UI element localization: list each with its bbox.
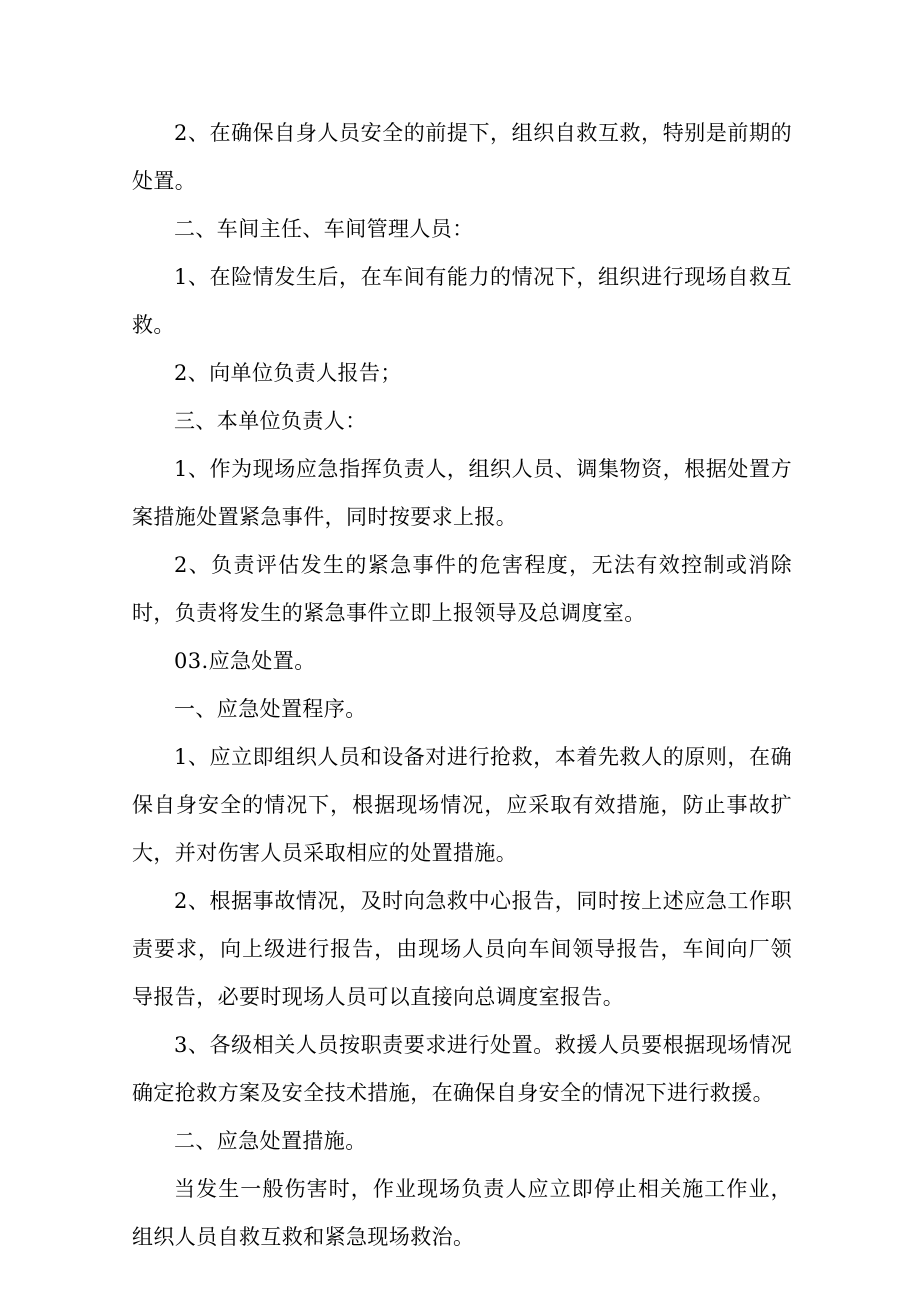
- paragraph-6: 1、作为现场应急指挥负责人，组织人员、调集物资，根据处置方案措施处置紧急事件，同时按要求上报。: [132, 457, 792, 529]
- paragraph-9: 一、应急处置程序。: [174, 697, 367, 721]
- paragraph-1: 2、在确保自身人员安全的前提下，组织自救互救，特别是前期的处置。: [132, 121, 792, 193]
- paragraph-12: 3、各级相关人员按职责要求进行处置。救援人员要根据现场情况确定抢救方案及安全技术措施，在确保自身安全的情况下进行救援。: [132, 1033, 792, 1105]
- paragraph-8: 03.应急处置。: [174, 649, 316, 673]
- document-body: [132, 109, 792, 1261]
- paragraph-3: 1、在险情发生后，在车间有能力的情况下，组织进行现场自救互救。: [132, 265, 792, 337]
- paragraph-11: 2、根据事故情况，及时向急救中心报告，同时按上述应急工作职责要求，向上级进行报告，由现场人员向车间领导报告，车间向厂领导报告，必要时现场人员可以直接向总调度室报告。: [132, 889, 792, 1009]
- paragraph-14: 当发生一般伤害时，作业现场负责人应立即停止相关施工作业，组织人员自救互救和紧急现场救治。: [132, 1177, 792, 1249]
- paragraph-2: 二、车间主任、车间管理人员：: [174, 217, 474, 241]
- paragraph-10: 1、应立即组织人员和设备对进行抢救，本着先救人的原则，在确保自身安全的情况下，根据现场情况，应采取有效措施，防止事故扩大，并对伤害人员采取相应的处置措施。: [132, 745, 792, 865]
- paragraph-5: 三、本单位负责人：: [174, 409, 367, 433]
- paragraph-7: 2、负责评估发生的紧急事件的危害程度，无法有效控制或消除时，负责将发生的紧急事件立即上报领导及总调度室。: [132, 553, 792, 625]
- paragraph-4: 2、向单位负责人报告；: [174, 361, 402, 385]
- paragraph-13: 二、应急处置措施。: [174, 1129, 367, 1153]
